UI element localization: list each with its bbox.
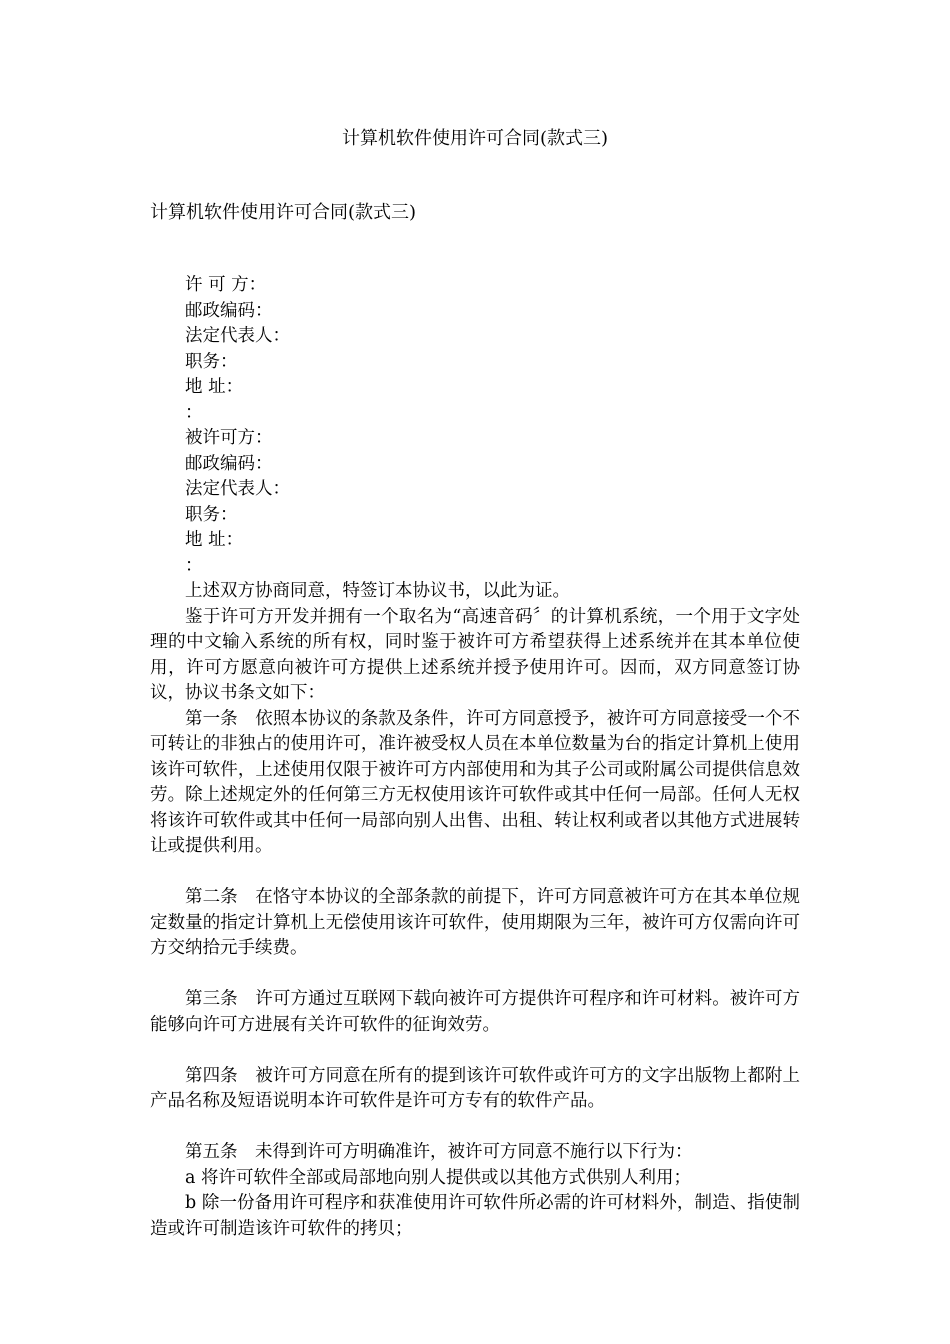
licensor-position-label: 职务： <box>185 351 238 372</box>
licensee-address-label: 地 址： <box>185 530 244 550</box>
article-5: 第五条 未得到许可方明确准许，被许可方同意不施行以下行为： <box>185 1142 693 1162</box>
licensee-extra-line: ： <box>185 555 203 576</box>
recital-paragraph: 鉴于许可方开发并拥有一个取名为“高速音码〞的计算机系统，一个用于文字处理的中文输入系统的所有权，同时鉴于被许可方希望获得上述系统并在其本单位使用，许可方愿意向被许可方提供上述系统并授予使用许可。因而，双方同意签订协议，协议书条文如下： <box>150 606 800 703</box>
article-5-item-b: b 除一份备用许可程序和获准使用许可软件所必需的许可材料外，制造、指使制造或许可制造该许可软件的拷贝； <box>150 1193 800 1239</box>
paragraph-spacer <box>150 1115 800 1141</box>
licensor-representative-label: 法定代表人： <box>185 326 290 346</box>
licensor-name-label: 许 可 方： <box>185 275 267 295</box>
licensor-extra-line: ： <box>185 402 203 423</box>
licensee-postcode-label: 邮政编码： <box>185 453 273 474</box>
licensee-section <box>150 426 800 579</box>
licensee-representative-label: 法定代表人： <box>185 479 290 499</box>
paragraph-spacer <box>150 860 800 886</box>
article-5-item-a: a 将许可软件全部或局部地向别人提供或以其他方式供别人利用； <box>185 1167 691 1188</box>
article-1: 第一条 依照本协议的条款及条件，许可方同意授予，被许可方同意接受一个不可转让的非独占的使用许可，准许被受权人员在本单位数量为台的指定计算机上使用该许可软件，上述使用仅限于被许可方内部使用和为其子公司或附属公司提供信息效劳。除上述规定外的任何第三方无权使用该许可软件或其中任何一局部。任何人无权将该许可软件或其中任何一局部向别人出售、出租、转让权利或者以其他方式进展转让或提供利用。 <box>150 708 800 856</box>
document-body <box>150 273 800 1242</box>
document-subtitle: 计算机软件使用许可合同(款式三) <box>150 202 417 223</box>
page-title: 计算机软件使用许可合同(款式三) <box>341 128 609 149</box>
article-3: 第三条 许可方通过互联网下载向被许可方提供许可程序和许可材料。被许可方能够向许可方进展有关许可软件的征询效劳。 <box>150 989 800 1035</box>
article-4: 第四条 被许可方同意在所有的提到该许可软件或许可方的文字出版物上都附上产品名称及短语说明本许可软件是许可方专有的软件产品。 <box>150 1065 800 1111</box>
paragraph-spacer <box>150 962 800 988</box>
licensee-position-label: 职务： <box>185 504 238 525</box>
licensor-address-label: 地 址： <box>185 377 244 397</box>
licensor-section <box>150 273 800 426</box>
paragraph-spacer <box>150 1038 800 1064</box>
article-2: 第二条 在恪守本协议的全部条款的前提下，许可方同意被许可方在其本单位规定数量的指定计算机上无偿使用该许可软件，使用期限为三年，被许可方仅需向许可方交纳拾元手续费。 <box>150 887 800 958</box>
licensor-postcode-label: 邮政编码： <box>185 300 273 321</box>
licensee-name-label: 被许可方： <box>185 428 273 448</box>
agreement-paragraph: 上述双方协商同意，特签订本协议书，以此为证。 <box>185 581 570 601</box>
